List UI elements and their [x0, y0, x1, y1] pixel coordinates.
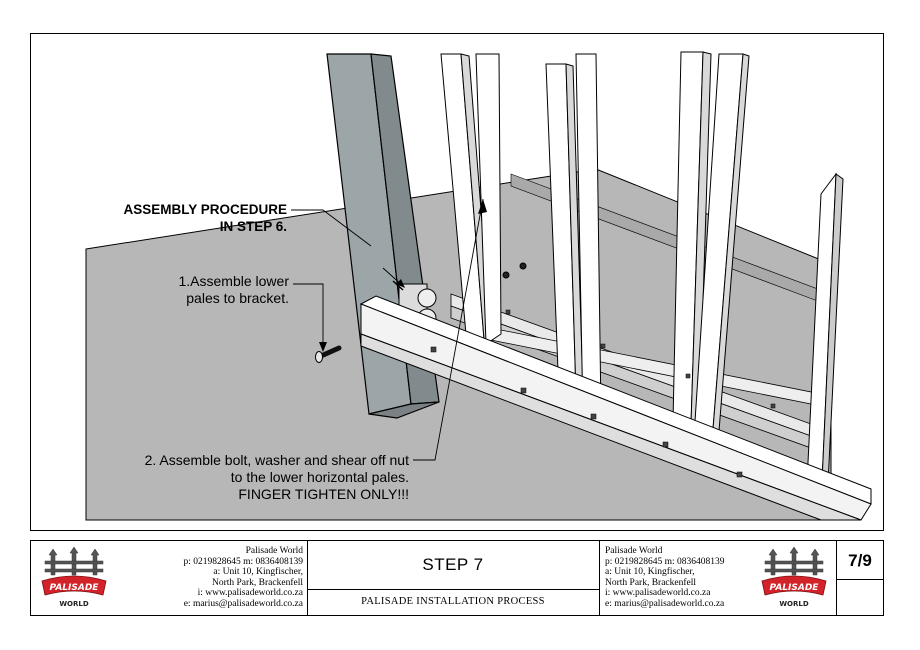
- contact-name: Palisade World: [605, 546, 663, 556]
- contact-website: i: www.palisadeworld.co.za: [605, 588, 711, 598]
- nut-1: [503, 272, 509, 278]
- logo-brand-top: PALISADE: [769, 583, 819, 593]
- divider: [836, 579, 884, 580]
- palisade-world-logo-left: [39, 545, 109, 611]
- divider: [599, 541, 600, 615]
- contact-address-line1: a: Unit 10, Kingfischer,: [213, 567, 303, 577]
- palisade-world-logo-right: [759, 545, 829, 611]
- logo-brand-bottom: WORLD: [59, 600, 89, 608]
- contact-address-line2: North Park, Brackenfell: [605, 577, 697, 588]
- bracket-lug-top: [418, 289, 436, 307]
- callout-assembly-procedure: [97, 201, 287, 235]
- callout-assembly-line2: IN STEP 6.: [219, 219, 287, 234]
- contact-email: e: marius@palisadeworld.co.za: [605, 598, 725, 609]
- contact-phone: p: 0219828645 m: 0836408139: [605, 556, 725, 567]
- callout-step2: [101, 452, 409, 503]
- logo-brand-top: PALISADE: [49, 583, 99, 593]
- callout-step1-line1: 1.Assemble lower: [178, 273, 289, 289]
- contact-website: i: www.palisadeworld.co.za: [197, 588, 303, 598]
- callout-step1-line2: pales to bracket.: [186, 290, 289, 306]
- logo-brand-bottom: WORLD: [779, 600, 809, 608]
- contact-phone: p: 0219828645 m: 0836408139: [183, 556, 303, 567]
- contact-address-line2: North Park, Brackenfell: [211, 577, 303, 588]
- fence-icon: [765, 547, 823, 575]
- divider: [307, 589, 599, 590]
- contact-block-left: [131, 546, 303, 609]
- callout-step2-line3: FINGER TIGHTEN ONLY!!!: [238, 486, 409, 502]
- bolt-head: [316, 352, 323, 363]
- contact-address-line1: a: Unit 10, Kingfischer,: [605, 567, 695, 577]
- callout-assembly-line1: ASSEMBLY PROCEDURE: [123, 202, 287, 217]
- title-block: [30, 540, 884, 616]
- contact-name: Palisade World: [245, 546, 303, 556]
- page-number: 7/9: [848, 551, 872, 570]
- callout-step2-line1: 2. Assemble bolt, washer and shear off nut: [144, 452, 409, 468]
- nut-2: [520, 263, 526, 269]
- fence-icon: [45, 547, 103, 575]
- contact-email: e: marius@palisadeworld.co.za: [183, 598, 303, 609]
- callout-step1: [141, 273, 289, 307]
- drawing-frame: [30, 33, 884, 531]
- contact-block-right: [605, 546, 755, 609]
- document-subtitle: PALISADE INSTALLATION PROCESS: [361, 596, 545, 607]
- step-title: STEP 7: [422, 555, 484, 574]
- callout-step2-line2: to the lower horizontal pales.: [230, 469, 409, 485]
